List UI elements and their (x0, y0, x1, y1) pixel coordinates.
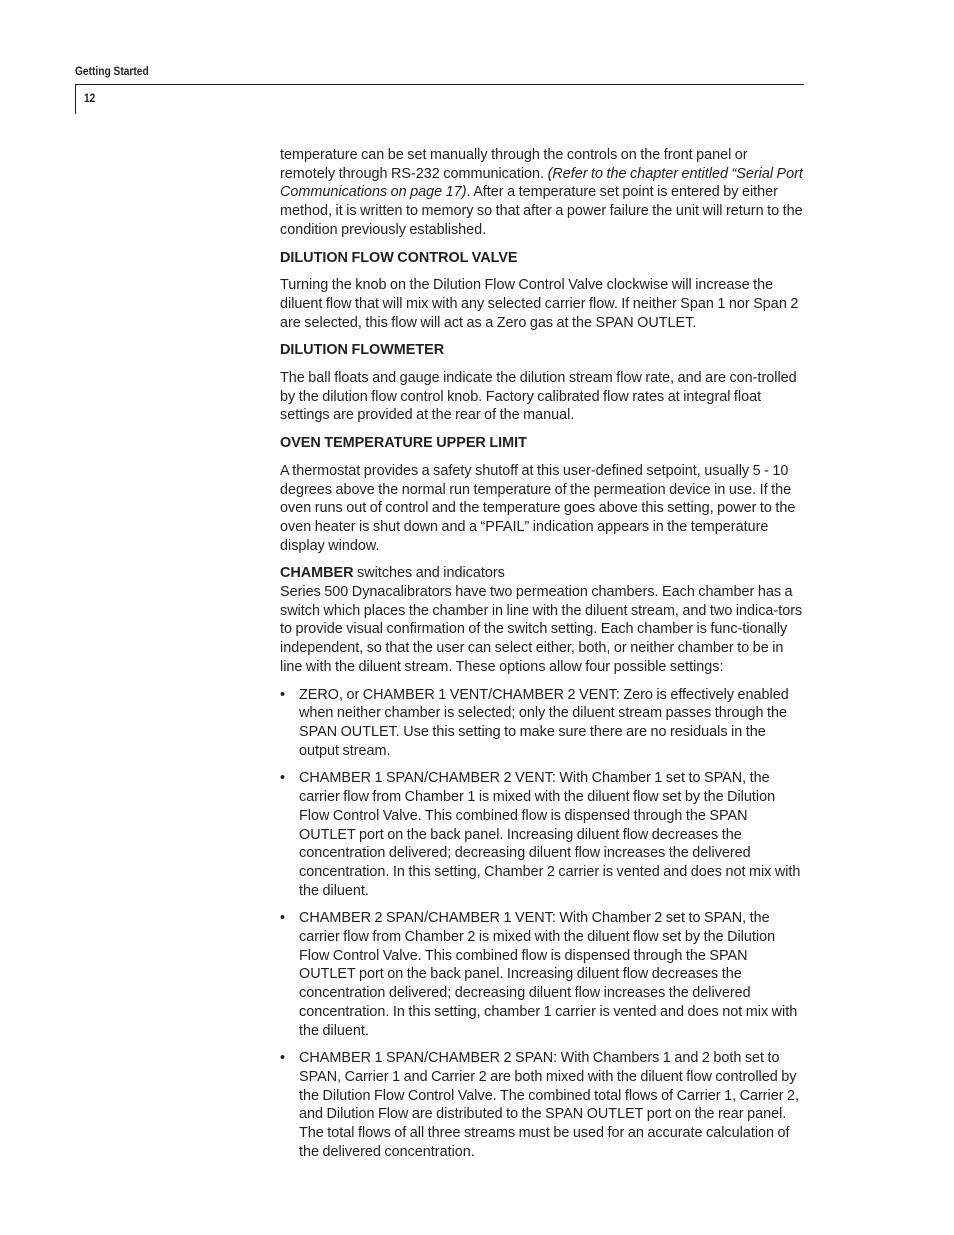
section-chamber (280, 564, 804, 676)
bullet-icon: • (280, 910, 286, 927)
list-item-text: CHAMBER 1 SPAN/CHAMBER 2 SPAN: With Chambers 1 and 2 both set to SPAN, Carrier 1 and Carrier 2 are both mixed with the diluent flow controlled by the Dilution Flow Control Valve. The combined total flows of Carrier 1, Carrier 2, and Dilution Flow are distributed to the SPAN OUTLET port on the rear panel. The total flows of all three streams must be used for an accurate calculation of the delivered concentration. (299, 1050, 800, 1160)
section-dilution-flow-control-valve (280, 249, 804, 333)
section-body: Turning the knob on the Dilution Flow Control Valve clockwise will increase the diluent flow that will mix with any selected carrier flow. If neither Span 1 nor Span 2 are selected, this flow will act as a Zero gas at the SPAN OUTLET. (280, 277, 799, 331)
settings-list (280, 686, 804, 1162)
body-column (280, 146, 804, 1170)
list-item-text: ZERO, or CHAMBER 1 VENT/CHAMBER 2 VENT: Zero is effectively enabled when neither chamber is selected; only the diluent stream passes through the SPAN OUTLET. Use this setting to make sure there are no residuals in the output stream. (299, 686, 789, 759)
section-dilution-flowmeter (280, 341, 804, 425)
list-item (280, 769, 804, 900)
bullet-icon: • (280, 686, 286, 703)
chamber-heading-bold: CHAMBER (280, 565, 354, 582)
section-heading: OVEN TEMPERATURE UPPER LIMIT (280, 435, 527, 452)
section-body: A thermostat provides a safety shutoff at this user-defined setpoint, usually 5 - 10 degrees above the normal run temperature of the permeation device in use. If the oven runs out of control and the temperature goes above this setting, power to the oven heater is shut down and a “PFAIL” indication appears in the temperature display window. (280, 462, 796, 554)
chamber-heading-rest: switches and indicators (353, 565, 505, 582)
chamber-heading (280, 564, 804, 583)
list-item-text: CHAMBER 1 SPAN/CHAMBER 2 VENT: With Chamber 1 set to SPAN, the carrier flow from Chamber 1 is mixed with the diluent flow set by the Dilution Flow Control Valve. This combined flow is dispensed through the SPAN OUTLET port on the back panel. Increasing diluent flow decreases the concentration delivered; decreasing diluent flow increases the delivered concentration. In this setting, Chamber 2 carrier is vented and does not mix with the diluent. (299, 770, 801, 899)
intro-paragraph (280, 146, 804, 240)
intro-text-continued: . After a temperature set point is entered by either method, it is written to memory so that after a power failure the unit will return to the condition previously established. (280, 184, 803, 238)
list-item-text: CHAMBER 2 SPAN/CHAMBER 1 VENT: With Chamber 2 set to SPAN, the carrier flow from Chamber 2 is mixed with the diluent flow set by the Dilution Flow Control Valve. This combined flow is dispensed through the SPAN OUTLET port on the back panel. Increasing diluent flow decreases the concentration delivered; decreasing diluent flow increases the delivered concentration. In this setting, chamber 1 carrier is vented and does not mix with the diluent. (299, 910, 798, 1039)
bullet-icon: • (280, 770, 286, 787)
page-number: 12 (84, 91, 96, 105)
bullet-icon: • (280, 1050, 286, 1067)
section-oven-temperature-upper-limit (280, 434, 804, 555)
section-title: Getting Started (75, 64, 149, 78)
section-heading: DILUTION FLOW CONTROL VALVE (280, 249, 518, 266)
page-number-rule (75, 84, 76, 114)
list-item (280, 686, 804, 761)
section-body: Series 500 Dynacalibrators have two permeation chambers. Each chamber has a switch which places the chamber in line with the diluent stream, and two indica-tors to provide visual confirmation of the switch setting. Each chamber is func-tionally independent, so that the user can select either, both, or neither chamber to be in line with the diluent stream. These options allow four possible settings: (280, 584, 803, 675)
intro-text: temperature can be set manually through the controls on the front panel or remotely through RS-232 communication. (280, 147, 748, 182)
section-body: The ball floats and gauge indicate the dilution stream flow rate, and are con-trolled by the dilution flow control knob. Factory calibrated flow rates at integral float settings are provided at the rear of the manual. (280, 370, 797, 424)
list-item (280, 909, 804, 1040)
list-item (280, 1049, 804, 1161)
header-rule (75, 84, 804, 85)
chapter-reference: (Refer to the chapter entitled “Serial Port Communications on page 17) (280, 165, 803, 201)
section-heading: DILUTION FLOWMETER (280, 342, 445, 359)
